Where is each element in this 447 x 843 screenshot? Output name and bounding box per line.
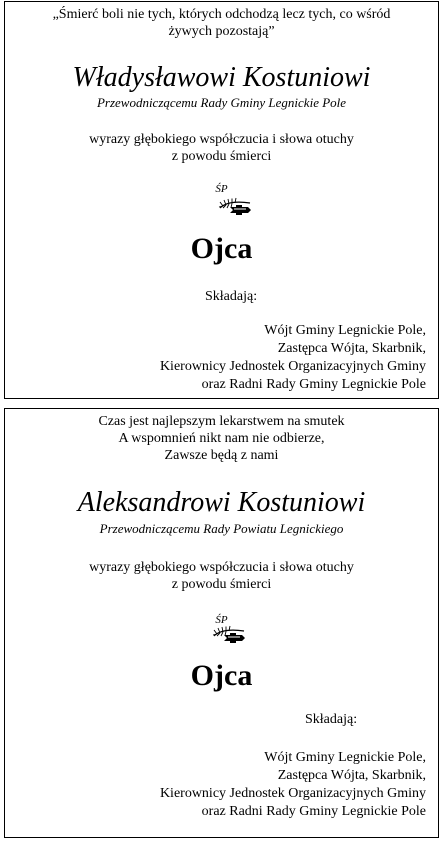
recipient-role: Przewodniczącemu Rady Powiatu Legnickiego	[99, 521, 344, 536]
quote-line-3: Zawsze będą z nami	[164, 448, 279, 463]
deceased-relation: Ojca	[190, 659, 253, 692]
palm-branch-cross-icon	[216, 194, 256, 216]
quote-line-2: żywych pozostają”	[168, 24, 275, 39]
signatory-1: Wójt Gminy Legnickie Pole,	[264, 323, 426, 338]
deceased-relation: Ojca	[190, 232, 253, 265]
signatory-1: Wójt Gminy Legnickie Pole,	[264, 750, 426, 765]
condolence-card-1	[4, 1, 439, 399]
signatory-4: oraz Radni Rady Gminy Legnickie Pole	[201, 804, 426, 819]
sp-abbreviation: ŚP	[215, 614, 228, 626]
signatory-2: Zastępca Wójta, Skarbnik,	[277, 768, 426, 783]
condolence-line-1: wyrazy głębokiego współczucia i słowa otuchy	[89, 132, 354, 147]
condolence-card-2	[4, 408, 439, 838]
quote-line-1: „Śmierć boli nie tych, których odchodzą lecz tych, co wśród	[52, 7, 391, 22]
signatory-2: Zastępca Wójta, Skarbnik,	[277, 341, 426, 356]
palm-branch-cross-icon	[210, 622, 250, 644]
recipient-role: Przewodniczącemu Rady Gminy Legnickie Pole	[96, 95, 347, 110]
signed-label: Składają:	[205, 289, 258, 304]
signatory-4: oraz Radni Rady Gminy Legnickie Pole	[201, 377, 426, 392]
quote-line-1: Czas jest najlepszym lekarstwem na smutek	[98, 414, 345, 429]
condolence-line-1: wyrazy głębokiego współczucia i słowa otuchy	[89, 560, 354, 575]
signed-label: Składają:	[305, 712, 358, 727]
signatory-3: Kierownicy Jednostek Organizacyjnych Gminy	[159, 359, 426, 374]
sp-abbreviation: ŚP	[215, 183, 228, 195]
recipient-name: Aleksandrowi Kostuniowi	[77, 487, 366, 518]
condolence-line-2: z powodu śmierci	[171, 149, 272, 164]
condolence-line-2: z powodu śmierci	[171, 577, 272, 592]
signatory-3: Kierownicy Jednostek Organizacyjnych Gminy	[159, 786, 426, 801]
recipient-name: Władysławowi Kostuniowi	[72, 62, 371, 93]
quote-line-2: A wspomnień nikt nam nie odbierze,	[118, 431, 325, 446]
